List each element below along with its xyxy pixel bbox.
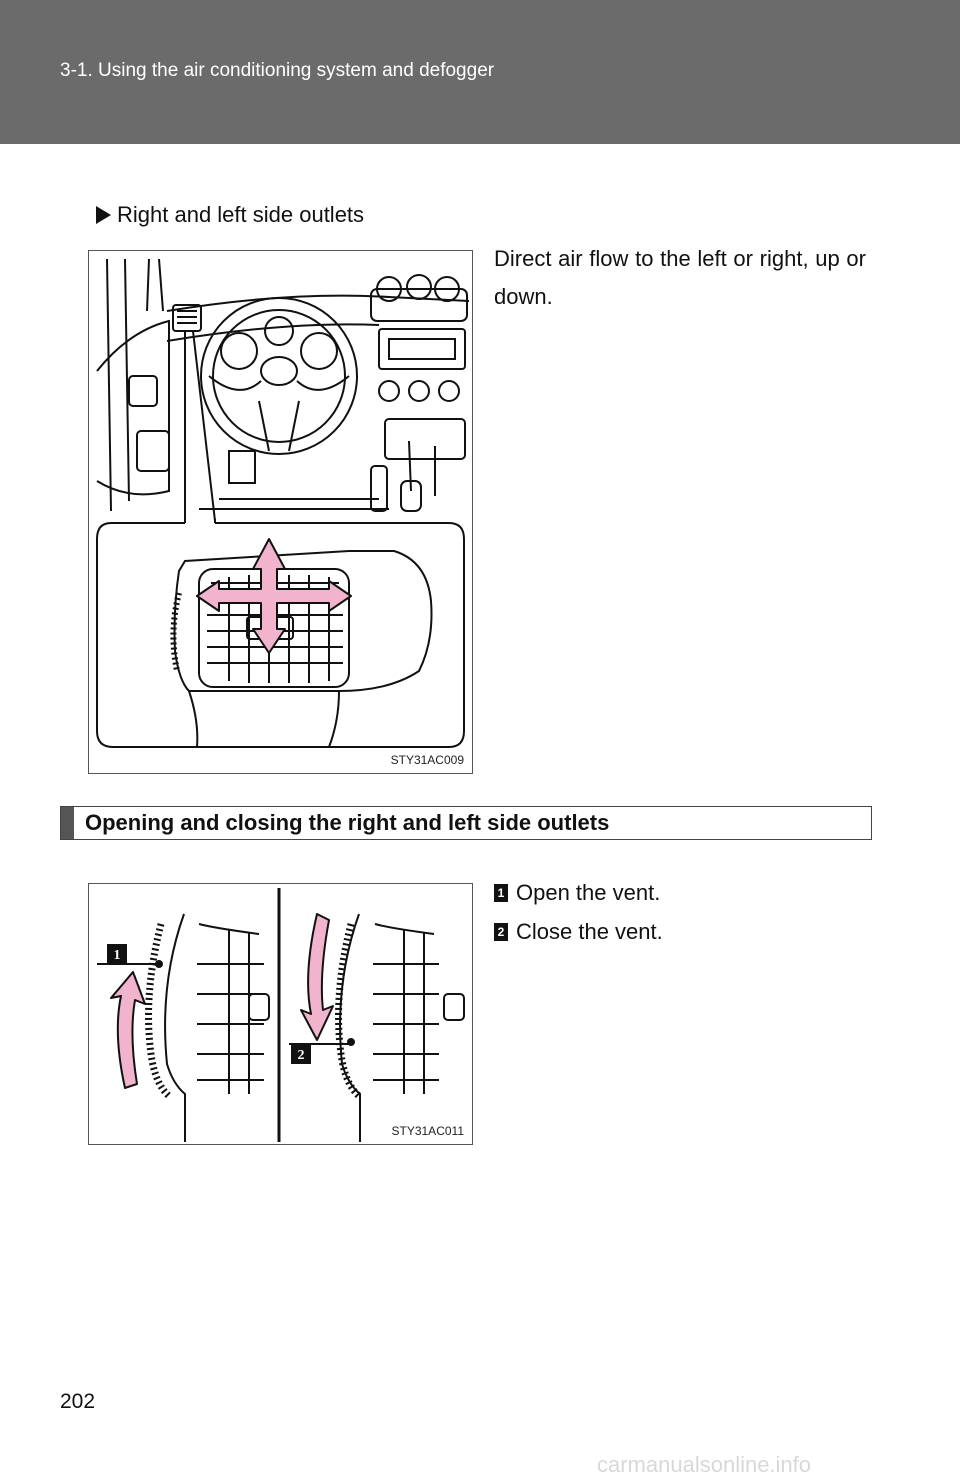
step-open (494, 880, 660, 906)
step-text: Close the vent. (516, 919, 663, 944)
section-banner (60, 806, 872, 840)
figure-code: STY31AC011 (391, 1124, 464, 1138)
figure-open-close-vent (88, 883, 473, 1145)
watermark: carmanualsonline.info (597, 1452, 812, 1477)
banner-accent-bar (61, 807, 74, 839)
instruction-paragraph: Direct air flow to the left or right, up or down. (494, 246, 866, 309)
figure-code: STY31AC009 (390, 753, 464, 767)
step-badge: 1 (494, 884, 508, 902)
step-text: Open the vent. (516, 880, 661, 905)
step-badge: 2 (494, 923, 508, 941)
callout-1: 1 (113, 948, 121, 963)
page-header (0, 0, 960, 144)
dashboard-vent-illustration (89, 251, 474, 775)
step-close (494, 919, 663, 945)
section-title: 3-1. Using the air conditioning system and defogger (60, 60, 495, 81)
figure-dashboard-vent (88, 250, 473, 774)
page-number: 202 (60, 1390, 96, 1413)
callout-2: 2 (297, 1048, 305, 1063)
subheading-text: Right and left side outlets (117, 202, 365, 227)
banner-title: Opening and closing the right and left side outlets (85, 810, 610, 835)
subheading (96, 202, 364, 228)
open-close-vent-illustration (89, 884, 474, 1146)
triangle-bullet-icon (96, 206, 111, 224)
